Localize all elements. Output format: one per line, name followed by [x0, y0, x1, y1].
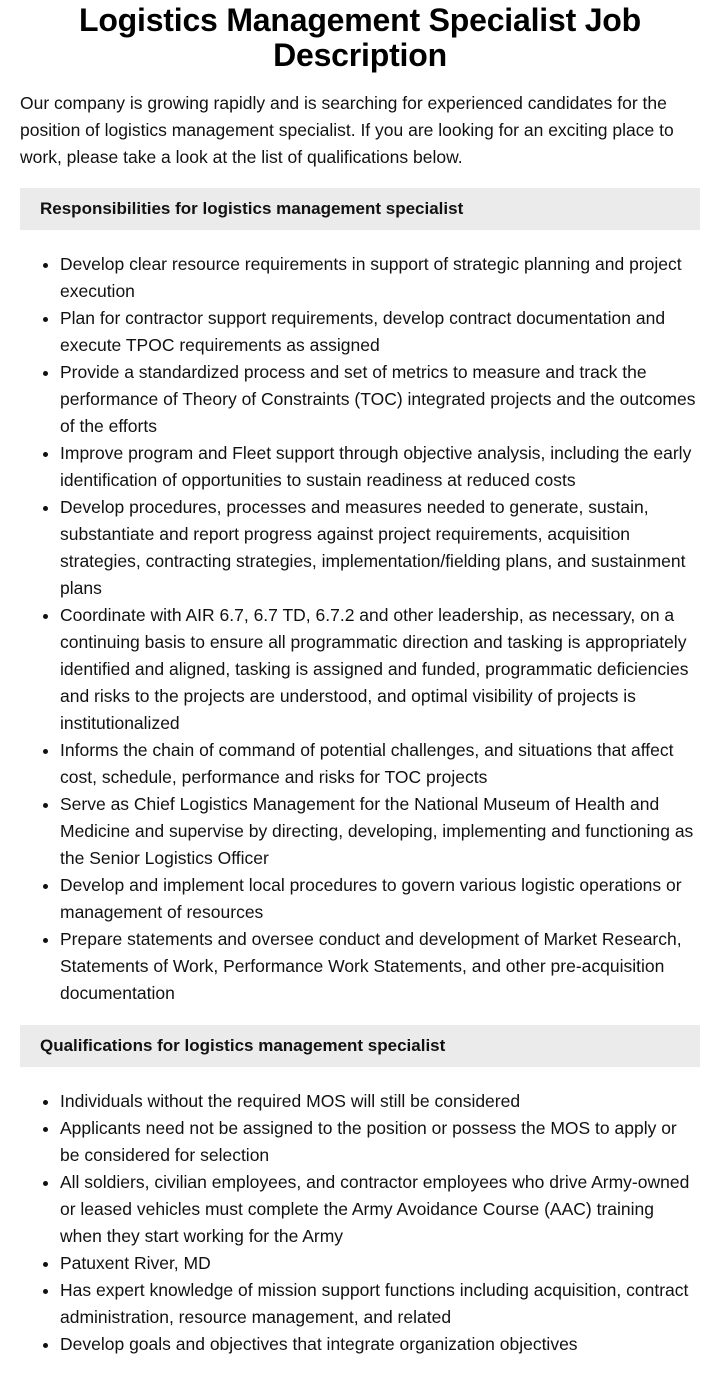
bottom-spacer [20, 1358, 700, 1374]
list-item: Plan for contractor support requirements, develop contract documentation and execute TPOC requirements as assigned [60, 305, 700, 359]
list-item: Provide a standardized process and set of metrics to measure and track the performance of Theory of Constraints (TOC) integrated projects and the outcomes of the efforts [60, 359, 700, 440]
list-item: Patuxent River, MD [60, 1250, 700, 1277]
list-item: Develop goals and objectives that integrate organization objectives [60, 1331, 700, 1358]
list-item: Coordinate with AIR 6.7, 6.7 TD, 6.7.2 and other leadership, as necessary, on a continuing basis to ensure all programmatic direction and tasking is appropriately identified and aligned, tasking is assigned and funded, programmatic deficiencies and risks to the projects are understood, and optimal visibility of projects is institutionalized [60, 602, 700, 737]
list-item: Develop clear resource requirements in support of strategic planning and project execution [60, 251, 700, 305]
responsibilities-list [20, 251, 700, 1007]
list-item: All soldiers, civilian employees, and contractor employees who drive Army-owned or leased vehicles must complete the Army Avoidance Course (AAC) training when they start working for the Army [60, 1169, 700, 1250]
qualifications-list [20, 1088, 700, 1358]
qualifications-heading: Qualifications for logistics management specialist [20, 1025, 700, 1067]
list-item: Informs the chain of command of potential challenges, and situations that affect cost, schedule, performance and risks for TOC projects [60, 737, 700, 791]
list-item: Improve program and Fleet support through objective analysis, including the early identification of opportunities to sustain readiness at reduced costs [60, 440, 700, 494]
page-title: Logistics Management Specialist Job Description [78, 2, 642, 73]
list-item: Individuals without the required MOS will still be considered [60, 1088, 700, 1115]
list-item: Develop and implement local procedures to govern various logistic operations or management of resources [60, 872, 700, 926]
list-item: Has expert knowledge of mission support functions including acquisition, contract administration, resource management, and related [60, 1277, 700, 1331]
list-item: Prepare statements and oversee conduct and development of Market Research, Statements of Work, Performance Work Statements, and other pre-acquisition documentation [60, 926, 700, 1007]
list-item: Develop procedures, processes and measures needed to generate, sustain, substantiate and report progress against project requirements, acquisition strategies, contracting strategies, implementation/fielding plans, and sustainment plans [60, 494, 700, 602]
responsibilities-heading: Responsibilities for logistics management specialist [20, 188, 700, 230]
list-item: Applicants need not be assigned to the position or possess the MOS to apply or be considered for selection [60, 1115, 700, 1169]
list-item: Serve as Chief Logistics Management for the National Museum of Health and Medicine and supervise by directing, developing, implementing and functioning as the Senior Logistics Officer [60, 791, 700, 872]
intro-paragraph: Our company is growing rapidly and is searching for experienced candidates for the position of logistics management specialist. If you are looking for an exciting place to work, please take a look at the list of qualifications below. [20, 93, 674, 167]
